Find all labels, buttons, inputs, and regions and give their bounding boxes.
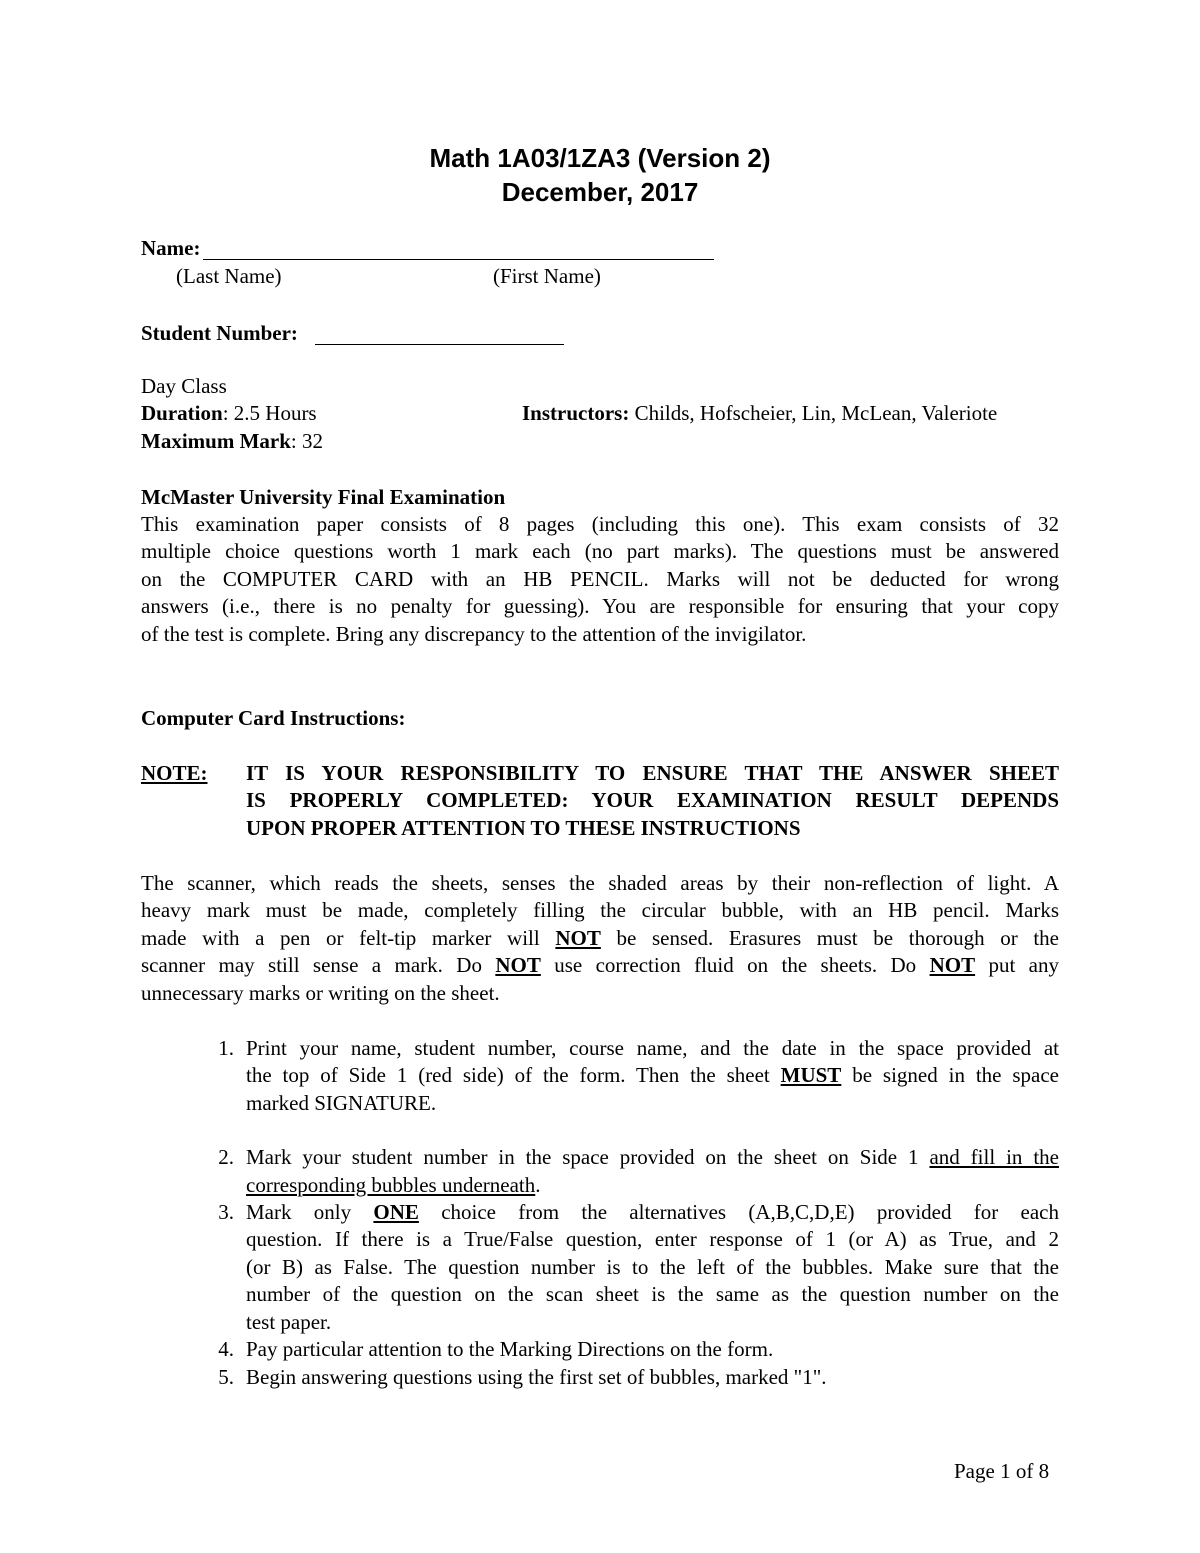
instructors-label: Instructors: xyxy=(522,401,630,425)
exam-info-line: on the COMPUTER CARD with an HB PENCIL. Marks will not be deducted for wrong xyxy=(141,567,1059,591)
scanner-text: use correction fluid on the sheets. Do xyxy=(540,953,930,977)
duration xyxy=(141,400,317,428)
card-instructions-heading: Computer Card Instructions: xyxy=(141,706,406,730)
list-item-line: Pay particular attention to the Marking Directions on the form. xyxy=(246,1337,774,1361)
student-number-line xyxy=(315,344,564,345)
list-text: the top of Side 1 (red side) of the form. Then the sheet xyxy=(246,1063,781,1087)
list-text: be signed in the space xyxy=(841,1063,1059,1087)
student-number-label: Student Number: xyxy=(141,321,298,345)
list-item-line: Begin answering questions using the first set of bubbles, marked "1". xyxy=(246,1365,827,1389)
emphasis-not: NOT xyxy=(929,953,976,977)
list-text: . xyxy=(535,1173,541,1197)
list-text: choice from the alternatives (A,B,C,D,E) provided for each xyxy=(418,1200,1059,1224)
scanner-line: unnecessary marks or writing on the sheet. xyxy=(141,981,500,1005)
list-item-line xyxy=(246,1199,1059,1227)
list-text: Mark only xyxy=(246,1200,374,1224)
max-mark-value: : 32 xyxy=(290,429,323,453)
note-label: NOTE: xyxy=(141,761,208,785)
scanner-line xyxy=(141,952,1059,980)
underlined-text: corresponding bubbles underneath xyxy=(246,1173,536,1197)
max-mark-label: Maximum Mark xyxy=(141,429,291,453)
maximum-mark xyxy=(141,428,323,456)
name-label: Name: xyxy=(141,236,201,260)
instructors-value: Childs, Hofscheier, Lin, McLean, Valeriote xyxy=(629,401,998,425)
list-item-line: Print your name, student number, course name, and the date in the space provided at xyxy=(246,1036,1059,1060)
note-line: UPON PROPER ATTENTION TO THESE INSTRUCTIONS xyxy=(246,816,801,840)
scanner-line: The scanner, which reads the sheets, senses the shaded areas by their non-reflection of light. A xyxy=(141,871,1059,895)
scanner-line xyxy=(141,925,1059,953)
emphasis-not: NOT xyxy=(555,926,601,950)
list-number: 2. xyxy=(218,1145,234,1169)
exam-info-line: answers (i.e., there is no penalty for guessing). You are responsible for ensuring that your copy xyxy=(141,594,1059,618)
scanner-text: made with a pen or felt-tip marker will xyxy=(141,926,556,950)
underlined-text: and fill in the xyxy=(929,1145,1059,1169)
list-text: Mark your student number in the space provided on the sheet on Side 1 xyxy=(246,1145,930,1169)
scanner-text: be sensed. Erasures must be thorough or the xyxy=(600,926,1059,950)
note-line: IS PROPERLY COMPLETED: YOUR EXAMINATION RESULT DEPENDS xyxy=(246,788,1059,812)
exam-info-line: multiple choice questions worth 1 mark each (no part marks). The questions must be answered xyxy=(141,539,1059,563)
list-item-line xyxy=(246,1144,1059,1172)
list-item-line: number of the question on the scan sheet is the same as the question number on the xyxy=(246,1282,1059,1306)
name-field-line xyxy=(203,259,714,260)
scanner-line: heavy mark must be made, completely filling the circular bubble, with an HB pencil. Marks xyxy=(141,898,1059,922)
list-number: 1. xyxy=(218,1036,234,1060)
list-number: 5. xyxy=(218,1365,234,1389)
scanner-text: put any xyxy=(975,953,1059,977)
duration-label: Duration xyxy=(141,401,223,425)
exam-title: Math 1A03/1ZA3 (Version 2) xyxy=(429,143,771,173)
list-number: 4. xyxy=(218,1337,234,1361)
list-item-line: (or B) as False. The question number is to the left of the bubbles. Make sure that the xyxy=(246,1255,1059,1279)
first-name-caption: (First Name) xyxy=(493,264,601,288)
list-item-line xyxy=(246,1062,1059,1090)
last-name-caption: (Last Name) xyxy=(176,264,282,288)
instructors xyxy=(522,400,997,428)
day-class: Day Class xyxy=(141,374,227,398)
exam-info-heading: McMaster University Final Examination xyxy=(141,485,506,509)
emphasis-one: ONE xyxy=(373,1200,419,1224)
emphasis-not: NOT xyxy=(495,953,541,977)
list-item-line: marked SIGNATURE. xyxy=(246,1091,437,1115)
page-number: Page 1 of 8 xyxy=(954,1459,1050,1483)
emphasis-must: MUST xyxy=(780,1063,842,1087)
duration-value: : 2.5 Hours xyxy=(222,401,317,425)
list-item-line: test paper. xyxy=(246,1310,332,1334)
exam-info-line: This examination paper consists of 8 pages (including this one). This exam consists of 32 xyxy=(141,512,1059,536)
list-item-line xyxy=(246,1172,1059,1200)
list-number: 3. xyxy=(218,1200,234,1224)
exam-date: December, 2017 xyxy=(501,177,699,207)
note-line: IT IS YOUR RESPONSIBILITY TO ENSURE THAT THE ANSWER SHEET xyxy=(246,761,1059,785)
list-item-line: question. If there is a True/False question, enter response of 1 (or A) as True, and 2 xyxy=(246,1227,1059,1251)
exam-info-line: of the test is complete. Bring any discrepancy to the attention of the invigilator. xyxy=(141,622,807,646)
scanner-text: scanner may still sense a mark. Do xyxy=(141,953,496,977)
